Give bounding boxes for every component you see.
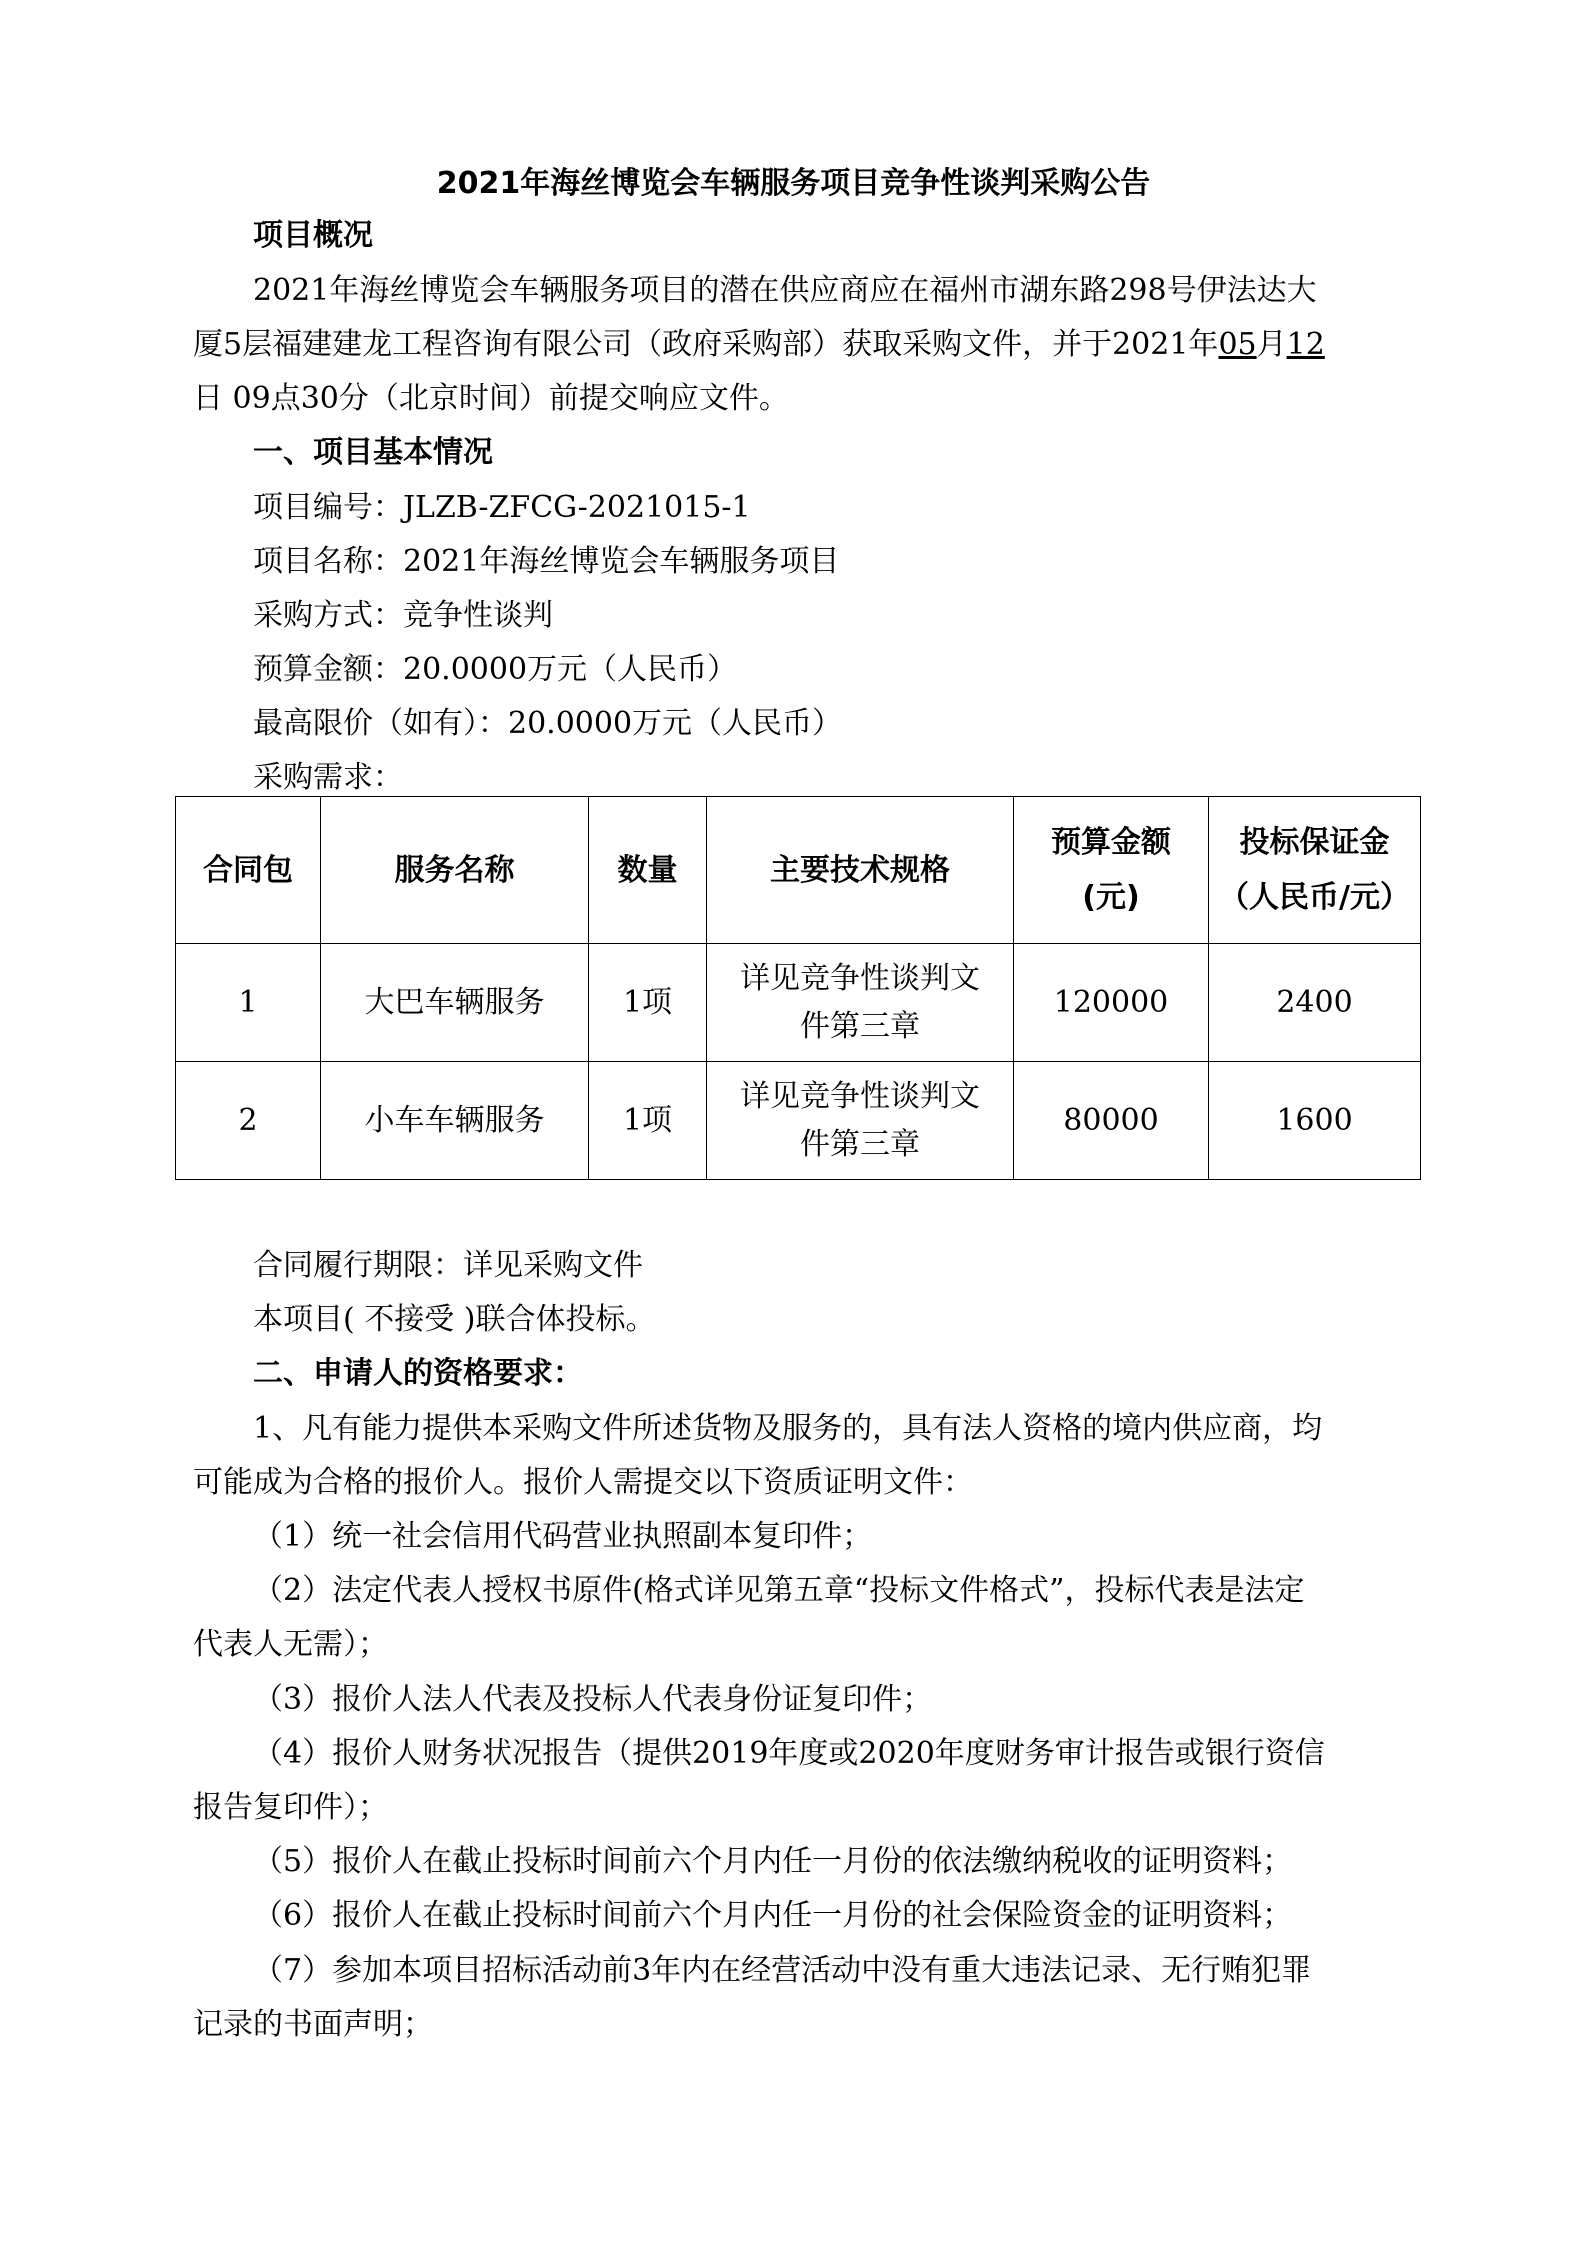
demand-label: 采购需求：: [253, 760, 403, 795]
cell-deposit: 2400: [1209, 944, 1421, 1062]
qualification-item-7-line-1: （7）参加本项目招标活动前3年内在经营活动中没有重大违法记录、无行贿犯罪: [253, 1953, 1312, 1988]
cell-budget: 80000: [1014, 1062, 1209, 1180]
overview-line-2-text: 厦5层福建建龙工程咨询有限公司（政府采购部）获取采购文件，并于2021年: [193, 327, 1219, 362]
cell-spec-line-2: 件第三章: [800, 1126, 920, 1162]
header-deposit-line-2: （人民币/元）: [1219, 880, 1410, 915]
month-char: 月: [1256, 327, 1287, 362]
qualification-item-3: （3）报价人法人代表及投标人代表身份证复印件；: [253, 1682, 933, 1717]
header-budget-line-1: 预算金额: [1051, 825, 1171, 860]
header-deposit: [1209, 797, 1421, 944]
overview-line-2: [193, 324, 1413, 366]
table-row: [176, 1062, 1421, 1180]
cell-spec-line-1: 详见竞争性谈判文: [740, 1078, 980, 1114]
cell-package: 2: [176, 1062, 321, 1180]
qualification-item-6: （6）报价人在截止投标时间前六个月内任一月份的社会保险资金的证明资料；: [253, 1898, 1293, 1933]
cell-deposit: 1600: [1209, 1062, 1421, 1180]
header-qty: 数量: [589, 797, 707, 944]
qualification-item-1: （1）统一社会信用代码营业执照副本复印件；: [253, 1519, 873, 1554]
document-title: 2021年海丝博览会车辆服务项目竞争性谈判采购公告: [436, 166, 1151, 201]
header-spec: 主要技术规格: [707, 797, 1014, 944]
qualification-item-4-line-2: 报告复印件）；: [193, 1790, 388, 1825]
overview-line-1: 2021年海丝博览会车辆服务项目的潜在供应商应在福州市湖东路298号伊法达大: [253, 273, 1317, 308]
cell-service: 大巴车辆服务: [321, 944, 589, 1062]
section2-p1-line-1: 1、凡有能力提供本采购文件所述货物及服务的，具有法人资格的境内供应商，均: [253, 1411, 1323, 1446]
budget-amount: 预算金额：20.0000万元（人民币）: [253, 652, 738, 687]
qualification-item-2-line-1: （2）法定代表人授权书原件(格式详见第五章“投标文件格式”，投标代表是法定: [253, 1573, 1305, 1608]
project-number: 项目编号：JLZB-ZFCG-2021015-1: [253, 490, 751, 525]
cell-qty: 1项: [589, 1062, 707, 1180]
header-budget: [1014, 797, 1209, 944]
cell-spec-line-2: 件第三章: [800, 1008, 920, 1044]
overview-heading: 项目概况: [253, 218, 373, 253]
qualification-item-5: （5）报价人在截止投标时间前六个月内任一月份的依法缴纳税收的证明资料；: [253, 1844, 1293, 1879]
cell-spec: [707, 944, 1014, 1062]
requirements-table: [175, 796, 1421, 1180]
max-price: 最高限价（如有）：20.0000万元（人民币）: [253, 706, 843, 741]
section2-heading: 二、申请人的资格要求：: [253, 1356, 583, 1391]
section2-p1-line-2: 可能成为合格的报价人。报价人需提交以下资质证明文件：: [193, 1465, 973, 1500]
cell-qty: 1项: [589, 944, 707, 1062]
header-budget-line-2: (元): [1082, 880, 1140, 915]
procurement-method: 采购方式：竞争性谈判: [253, 598, 553, 633]
cell-package: 1: [176, 944, 321, 1062]
qualification-item-4-line-1: （4）报价人财务状况报告（提供2019年度或2020年度财务审计报告或银行资信: [253, 1736, 1325, 1771]
cell-spec-line-1: 详见竞争性谈判文: [740, 960, 980, 996]
consortium-note: 本项目( 不接受 )联合体投标。: [253, 1302, 656, 1337]
project-name: 项目名称：2021年海丝博览会车辆服务项目: [253, 544, 840, 579]
table-header-row: [176, 797, 1421, 944]
header-service: 服务名称: [321, 797, 589, 944]
cell-budget: 120000: [1014, 944, 1209, 1062]
table-row: [176, 944, 1421, 1062]
contract-period: 合同履行期限：详见采购文件: [253, 1248, 643, 1283]
deadline-month: 05: [1218, 327, 1257, 362]
deadline-day: 12: [1286, 327, 1325, 362]
header-deposit-line-1: 投标保证金: [1239, 825, 1390, 860]
cell-spec: [707, 1062, 1014, 1180]
qualification-item-7-line-2: 记录的书面声明；: [193, 2007, 433, 2042]
header-package: 合同包: [176, 797, 321, 944]
overview-line-3: 日 09点30分（北京时间）前提交响应文件。: [193, 381, 789, 416]
cell-service: 小车车辆服务: [321, 1062, 589, 1180]
qualification-item-2-line-2: 代表人无需）；: [193, 1627, 388, 1662]
section1-heading: 一、项目基本情况: [253, 435, 493, 470]
